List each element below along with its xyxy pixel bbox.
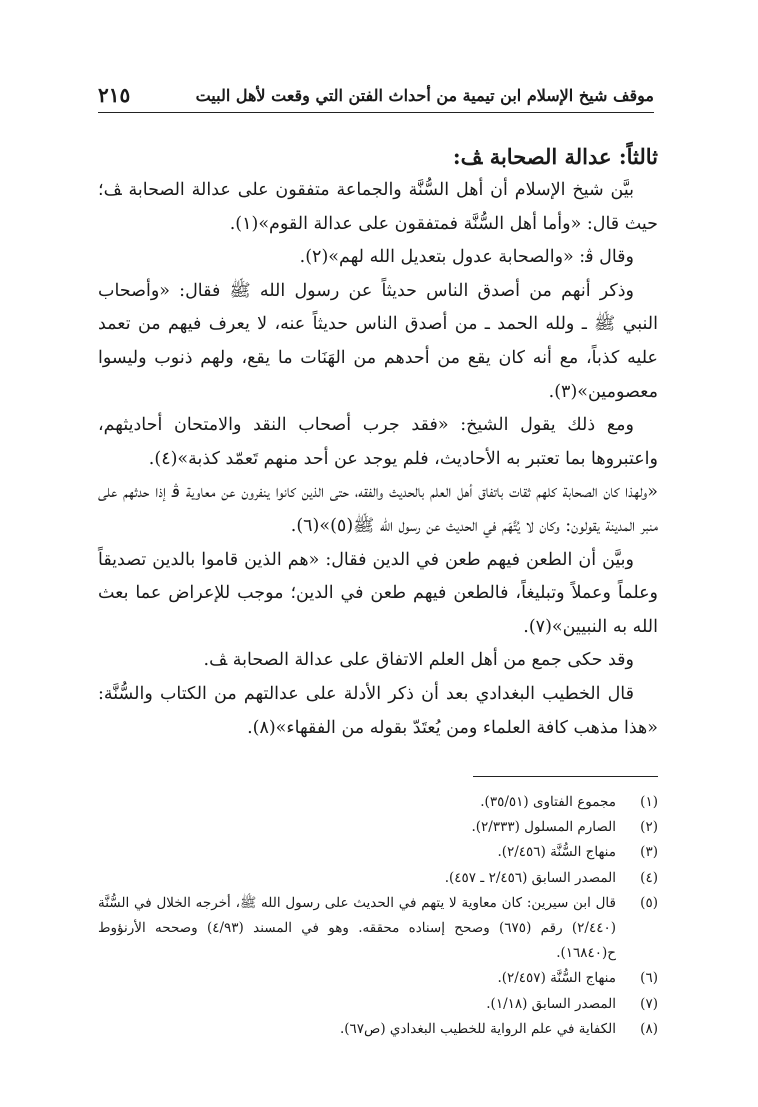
paragraph: وقال ﭬ: «والصحابة عدول بتعديل الله لهم»(٢). [299, 247, 634, 268]
footnote-text: الكفاية في علم الرواية للخطيب البغدادي (ص٦٧). [339, 1020, 616, 1037]
footnote-item [98, 866, 658, 891]
footnote-number: (٦) [640, 970, 658, 987]
footnote-number: (٧) [640, 995, 658, 1012]
footnote-text: منهاج السُّنَّة (٢/٤٥٧). [497, 970, 616, 987]
section-heading: ثالثاً: عدالة الصحابة ﭫ: [452, 144, 658, 169]
footnote-text: منهاج السُّنَّة (٢/٤٥٦). [497, 844, 616, 861]
footnote-item [98, 891, 658, 967]
footnote-text: قال ابن سيرين: كان معاوية لا يتهم في الحديث على رسول الله ﷺ، أخرجه الخلال في السُّنَّة (٢/٤٤٠) رقم (٦٧٥) وصحح إسناده محققه. وهو في المسند (٤/٩٣) وصححه الأرنؤوط ح(١٦٨٤٠). [98, 894, 617, 962]
footnote-number: (٨) [640, 1020, 658, 1037]
footnote-item [98, 1017, 658, 1042]
footnote-text: المصدر السابق (١/١٨). [486, 995, 616, 1012]
paragraph: وذكر أنهم من أصدق الناس حديثاً عن رسول الله ﷺ فقال: «وأصحاب النبي ﷺ ـ ولله الحمد ـ من أصدق الناس حديثاً عنه، لا يعرف فيهم من تعمد عليه كذباً، مع أنه كان يقع من أحدهم من الهَنَات ما يقع، ولهم ذنوب وليسوا معصومين»(٣). [98, 280, 658, 402]
footnote-item [98, 992, 658, 1017]
footnotes [98, 790, 658, 1042]
main-text [98, 174, 658, 745]
footnote-item [98, 815, 658, 840]
footnote-item [98, 966, 658, 991]
footnote-text: مجموع الفتاوى (٣٥/٥١). [480, 794, 616, 810]
footnote-text: الصارم المسلول (٢/٣٣٣). [471, 819, 616, 836]
footnote-number: (٢) [640, 819, 658, 836]
footnote-number: (٤) [640, 869, 658, 886]
page-number: ٢١٥ [98, 83, 131, 107]
paragraph: وبيَّن أن الطعن فيهم طعن في الدين فقال: «هم الذين قاموا بالدين تصديقاً وعلماً وعملاً وتبليغاً، فالطعن فيهم طعن في الدين؛ موجب للإعراض عما بعث الله به النبيين»(٧). [98, 549, 658, 637]
paragraph: وقد حكى جمع من أهل العلم الاتفاق على عدالة الصحابة ﭫ. [203, 650, 634, 671]
paragraph: «ولهذا كان الصحابة كلهم ثقات باتفاق أهل العلم بالحديث والفقه، حتى الذين كانوا ينفرون عن معاوية ﭬ إذا حدثهم على منبر المدينة يقولون: وكان لا يُتَّهَم في الحديث عن رسول الله ﷺ(٥)»(٦). [98, 482, 658, 536]
footnote-number: (١) [640, 794, 658, 810]
footnote-number: (٥) [640, 894, 658, 911]
running-header-title: موقف شيخ الإسلام ابن تيمية من أحداث الفتن التي وقعت لأهل البيت [195, 86, 654, 105]
footnote-number: (٣) [640, 844, 658, 861]
paragraph: قال الخطيب البغدادي بعد أن ذكر الأدلة على عدالتهم من الكتاب والسُّنَّة: «هذا مذهب كافة العلماء ومن يُعتَدّ بقوله من الفقهاء»(٨). [98, 683, 658, 738]
footnote-text: المصدر السابق (٢/٤٥٦ ـ ٤٥٧). [444, 869, 616, 886]
footnote-item [98, 840, 658, 865]
running-header [98, 82, 654, 113]
paragraph: بيَّن شيخ الإسلام أن أهل السُّنَّة والجماعة متفقون على عدالة الصحابة ﭫ؛ حيث قال: «وأما أهل السُّنَّة فمتفقون على عدالة القوم»(١). [98, 180, 658, 234]
footnote-item [98, 790, 658, 815]
paragraph: ومع ذلك يقول الشيخ: «فقد جرب أصحاب النقد والامتحان أحاديثهم، واعتبروها بما تعتبر به الأحاديث، فلم يوجد عن أحد منهم تَعمّد كذبة»(٤). [98, 415, 658, 469]
footnote-divider [473, 776, 658, 777]
